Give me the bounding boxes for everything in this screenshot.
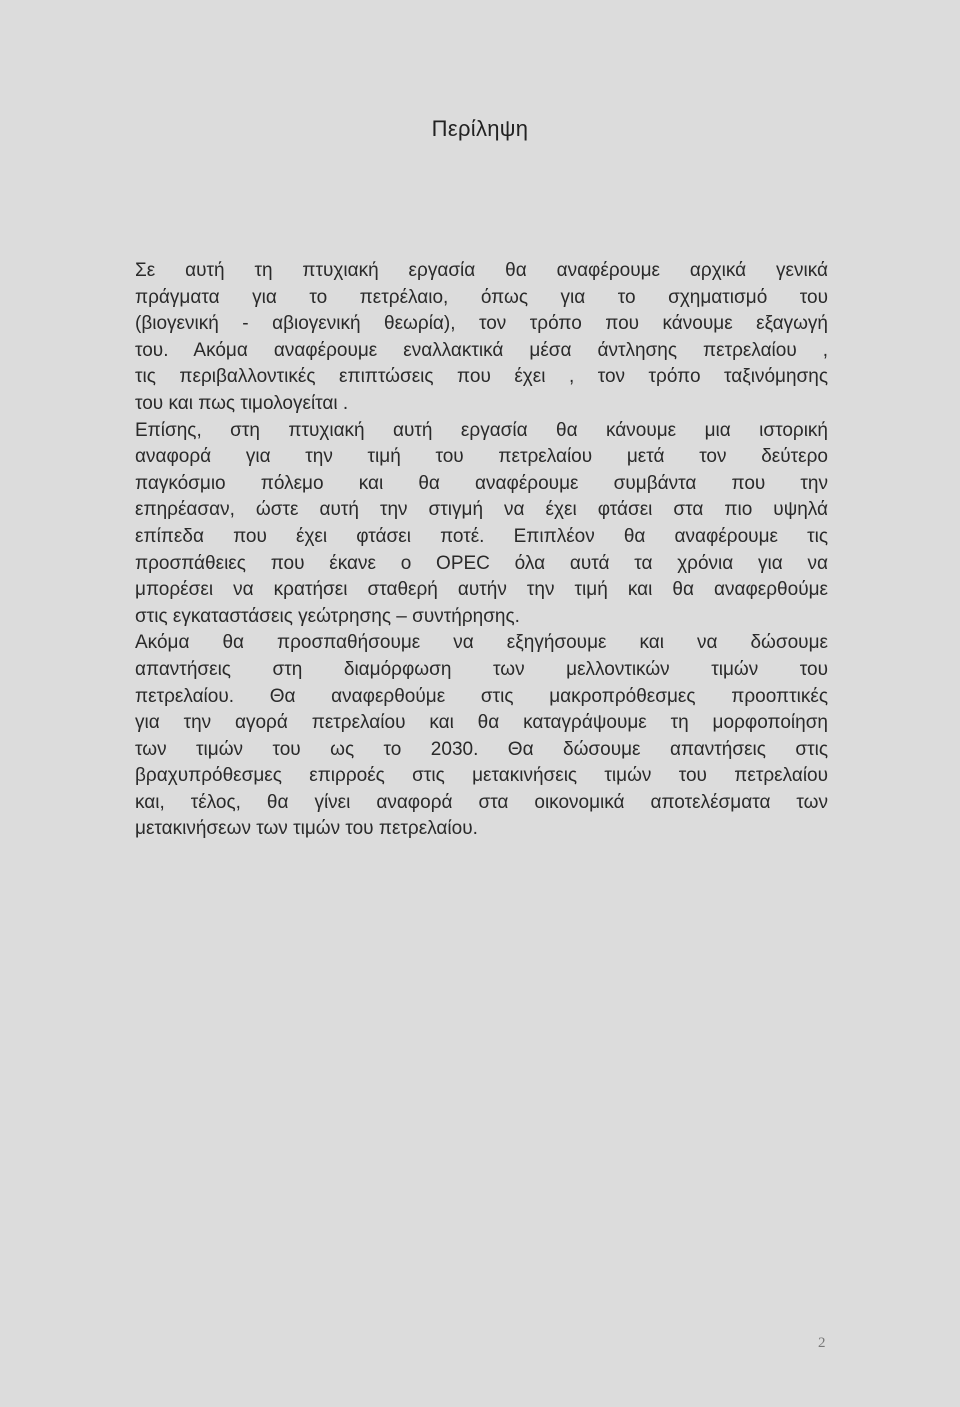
abstract-body (135, 258, 828, 843)
text-line: (βιογενική - αβιογενική θεωρία), τον τρόπο που κάνουμε εξαγωγή (135, 313, 828, 335)
text-line: αναφορά για την τιμή του πετρελαίου μετά τον δεύτερο (135, 446, 828, 468)
text-line: των τιμών του ως το 2030. Θα δώσουμε απαντήσεις στις (135, 738, 828, 760)
text-line: του. Ακόμα αναφέρουμε εναλλακτικά μέσα άντλησης πετρελαίου , (135, 339, 828, 361)
text-line: απαντήσεις στη διαμόρφωση των μελλοντικών τιμών του (135, 658, 828, 680)
page-title: Περίληψη (431, 116, 529, 141)
text-line: και, τέλος, θα γίνει αναφορά στα οικονομικά αποτελέσματα των (135, 791, 828, 813)
text-line: προσπάθειες που έκανε ο OPEC όλα αυτά τα χρόνια για να (135, 552, 828, 574)
text-line: τις περιβαλλοντικές επιπτώσεις που έχει , τον τρόπο ταξινόμησης (135, 366, 828, 388)
text-line: επηρέασαν, ώστε αυτή την στιγμή να έχει φτάσει στα πιο υψηλά (135, 499, 828, 521)
text-line: επίπεδα που έχει φτάσει ποτέ. Επιπλέον θα αναφέρουμε τις (135, 525, 828, 547)
text-line: Επίσης, στη πτυχιακή αυτή εργασία θα κάνουμε μια ιστορική (135, 419, 828, 441)
text-line: βραχυπρόθεσμες επιρροές στις μετακινήσεις τιμών του πετρελαίου (135, 765, 828, 787)
text-line: μπορέσει να κρατήσει σταθερή αυτήν την τιμή και θα αναφερθούμε (135, 579, 828, 601)
text-line: πετρελαίου. Θα αναφερθούμε στις μακροπρόθεσμες προοπτικές (135, 685, 828, 707)
page-number: 2 (818, 1335, 826, 1351)
text-line: στις εγκαταστάσεις γεώτρησης – συντήρησης. (135, 605, 520, 627)
text-line: για την αγορά πετρελαίου και θα καταγράψουμε τη μορφοποίηση (135, 712, 828, 734)
text-line: μετακινήσεων των τιμών του πετρελαίου. (135, 818, 478, 840)
text-line: παγκόσμιο πόλεμο και θα αναφέρουμε συμβάντα που την (135, 472, 828, 494)
text-line: πράγματα για το πετρέλαιο, όπως για το σχηματισμό του (135, 286, 828, 308)
text-line: του και πως τιμολογείται . (135, 392, 349, 414)
text-line: Ακόμα θα προσπαθήσουμε να εξηγήσουμε και να δώσουμε (135, 632, 828, 654)
text-line: Σε αυτή τη πτυχιακή εργασία θα αναφέρουμε αρχικά γενικά (135, 260, 828, 281)
